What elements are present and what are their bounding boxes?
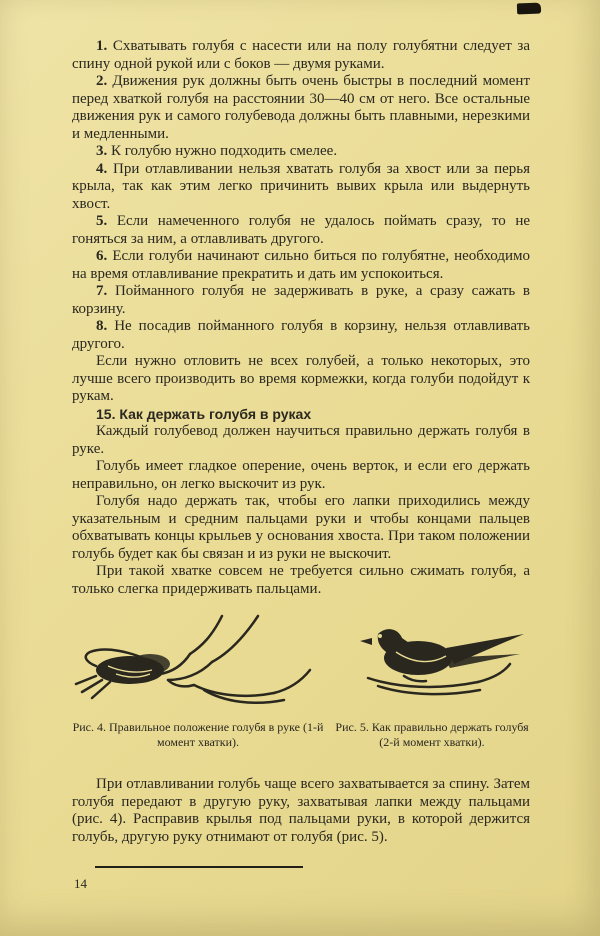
item-number: 8. <box>96 318 108 334</box>
section-paragraph: Каждый голубевод должен научиться правильно держать голубя в руке. <box>72 423 530 457</box>
closing-paragraph: Если нужно отловить не всех голубей, а только некоторых, это лучше всего производить во время кормежки, когда голуби подойдут к рукам. <box>72 353 530 404</box>
footer-divider <box>95 866 303 868</box>
figure-4 <box>72 614 324 762</box>
numbered-item <box>72 73 530 143</box>
item-number: 5. <box>96 213 108 229</box>
figure-4-caption: Рис. 4. Правильное положение голубя в руке (1-й момент хватки). <box>72 720 324 749</box>
page-number: 14 <box>74 876 87 891</box>
numbered-item <box>72 283 530 318</box>
item-number: 6. <box>96 248 108 264</box>
figure-5 <box>334 614 530 762</box>
item-text: Если голуби начинают сильно биться по голубятне, необходимо на время отлавливание прекратить и дать им успокоиться. <box>72 248 531 282</box>
item-number: 7. <box>96 283 108 299</box>
item-number: 4. <box>96 160 108 177</box>
numbered-item <box>72 161 530 214</box>
item-number: 3. <box>96 143 108 159</box>
numbered-item <box>72 38 530 73</box>
numbered-item <box>72 318 530 353</box>
item-text: Схватывать голубя с насести или на полу голубятни следует за спину одной рукой или с боков — двумя руками. <box>72 38 530 72</box>
figure-5-image <box>334 614 530 710</box>
item-text: Движения рук должны быть очень быстры в последний момент перед хваткой голубя на расстоянии 30—40 см от него. Все остальные движения рук и самого голубевода должны быть плавными, нерезкими и медленными. <box>72 73 531 142</box>
section-paragraph: Голубь имеет гладкое оперение, очень верток, и если его держать неправильно, он легко выскочит из рук. <box>72 458 530 492</box>
item-number: 2. <box>96 73 108 89</box>
figures-row <box>72 614 530 762</box>
item-number: 1. <box>96 38 108 54</box>
section-heading: 15. Как держать голубя в руках <box>96 405 312 422</box>
after-figures-paragraph: При отлавливании голубь чаще всего захватывается за спину. Затем голубя передают в другую руку, захватывая лапки между пальцами (рис. 4). Расправив крылья под пальцами руки, в которой держится голубь, другую руку отнимают от голубя (рис. 5). <box>72 776 530 845</box>
item-text: К голубю нужно подходить смелее. <box>111 143 338 159</box>
item-text: Не посадив пойманного голубя в корзину, нельзя отлавливать другого. <box>72 318 530 352</box>
item-text: Если намеченного голубя не удалось поймать сразу, то не гоняться за ним, а отлавливать другого. <box>72 213 531 247</box>
scan-artifact-mark <box>517 3 541 15</box>
item-text: Пойманного голубя не задерживать в руке, а сразу сажать в корзину. <box>72 283 531 317</box>
numbered-item <box>72 213 530 248</box>
section-paragraph: При такой хватке совсем не требуется сильно сжимать голубя, а только слегка придерживать пальцами. <box>72 563 530 597</box>
figure-4-image <box>72 614 324 710</box>
figure-5-caption: Рис. 5. Как правильно держать голубя (2-й момент хватки). <box>335 720 529 749</box>
numbered-item <box>72 248 530 283</box>
section-paragraph: Голубя надо держать так, чтобы его лапки приходились между указательным и средним пальцами руки и чтобы концами пальцев обхватывать концы крыльев у основания хвоста. При таком положении голубь будет как бы связан и из руки не выскочит. <box>72 493 530 562</box>
numbered-item <box>72 143 530 161</box>
page-content <box>72 38 530 846</box>
item-text: При отлавливании нельзя хватать голубя за хвост или за перья крыла, так как этим легко причинить вывих крыла или выдернуть хвост. <box>72 160 530 212</box>
